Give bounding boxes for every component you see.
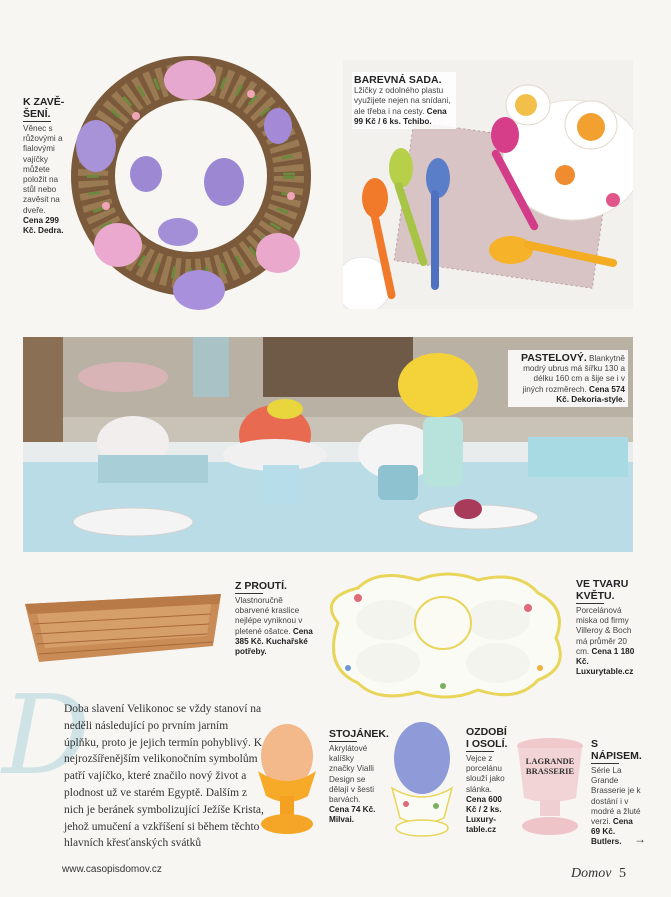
wreath-caption-store: Dedra. bbox=[38, 226, 64, 236]
salt-caption-title: OZDOBÍ I OSOLÍ. bbox=[466, 726, 508, 750]
basket-caption-text: Vlastnoručně obarvené kraslice nejlépe vyniknou v pletené ošatce. bbox=[235, 596, 303, 636]
wreath-caption-text: Věnec s růžovými a fialovými vajíčky můžete položit na stůl nebo zavěsit na dveře. bbox=[23, 124, 63, 215]
basket-caption bbox=[235, 580, 315, 657]
footer-magazine bbox=[571, 866, 626, 882]
stand-caption bbox=[329, 728, 389, 826]
spoons-caption bbox=[352, 72, 456, 129]
flower-dish-photo bbox=[318, 568, 570, 703]
stand-caption-text: Akrylátové kalíšky značky Vialli Design se dělají v šesti barvách. bbox=[329, 744, 375, 805]
label-caption-store: Butlers. bbox=[591, 837, 622, 847]
table-caption-text: Blankytně modrý ubrus má šířku 130 a délku 160 cm a šije se i v jiných rozměrech. bbox=[522, 354, 625, 394]
spoons-caption-store: Tchibo. bbox=[403, 116, 432, 126]
caption-rule bbox=[576, 603, 604, 604]
brasserie-cup-label: LAGRANDE BRASSERIE bbox=[525, 756, 575, 776]
label-caption-price: Cena 69 Kč. bbox=[591, 817, 633, 837]
wreath-caption-title: K ZAVĚ-ŠENÍ. bbox=[23, 96, 65, 120]
stand-caption-price: Cena 74 Kč. bbox=[329, 805, 376, 815]
basket-photo bbox=[23, 574, 223, 674]
salt-caption-price: Cena 600 Kč / 2 ks. bbox=[466, 794, 502, 815]
wreath-caption-price: Cena 299 Kč. bbox=[23, 215, 59, 236]
flower-caption-text: Porcelánová miska od firmy Villeroy & Boch má průměr 20 cm. bbox=[576, 606, 632, 656]
spoons-caption-price: Cena 99 Kč / 6 ks. bbox=[354, 106, 447, 126]
egg-stand-photo bbox=[248, 716, 326, 846]
drop-cap: D bbox=[2, 671, 91, 799]
salt-caption-store: Luxury-table.cz bbox=[466, 815, 497, 835]
flower-caption-price: Cena 1 180 Kč. bbox=[576, 646, 635, 667]
caption-rule bbox=[23, 121, 51, 122]
article-paragraph: Doba slavení Velikonoc se vždy stanoví na neděli následující po prvním jarním úplňku, proto je jejich termín pohyblivý. K nejrozšířenějším velikonočním symbolům patří vajíčko, které značilo nový život a plodnost už ve starém Egyptě. Dalším z nich je beránek symbolizující Ježíše Krista, jehož umučení a vzkříšení si během těchto hlavních křesťanských svátků bbox=[64, 703, 264, 850]
article-body bbox=[64, 701, 264, 852]
stand-caption-store: Milvai. bbox=[329, 815, 355, 825]
label-caption-text: Série La Grande Brasserie je k dostání i v modré a žluté verzi. bbox=[591, 766, 641, 827]
flower-caption bbox=[576, 578, 636, 677]
page-number: 5 bbox=[618, 866, 626, 881]
salt-caption bbox=[466, 726, 512, 836]
flower-caption-title: VE TVARU KVĚTU. bbox=[576, 578, 629, 602]
spoons-caption-title: BAREVNÁ SADA. bbox=[354, 74, 442, 86]
egg-salt-shaker-photo bbox=[382, 716, 462, 846]
basket-caption-price: Cena 385 Kč. bbox=[235, 626, 313, 646]
table-caption-price: Cena 574 Kč. bbox=[556, 384, 625, 404]
next-page-arrow-icon: → bbox=[634, 832, 646, 846]
basket-caption-store: Kuchařské potřeby. bbox=[235, 636, 308, 657]
flower-caption-store: Luxurytable.cz bbox=[576, 667, 634, 677]
caption-rule bbox=[329, 741, 357, 742]
basket-caption-title: Z PROUTÍ. bbox=[235, 580, 287, 592]
caption-rule bbox=[591, 763, 619, 764]
label-caption-title: S NÁPISEM. bbox=[591, 738, 642, 762]
caption-rule bbox=[235, 593, 263, 594]
stand-caption-title: STOJÁNEK. bbox=[329, 728, 389, 740]
table-caption-store: Dekoria-style. bbox=[571, 394, 625, 404]
spoons-caption-text: Lžičky z odolného plastu využijete nejen na snídani, ale třeba i na cesty. bbox=[354, 86, 451, 116]
footer-website: www.casopisdomov.cz bbox=[62, 864, 162, 875]
table-caption-title: PASTELOVÝ. bbox=[521, 352, 587, 364]
magazine-name: Domov bbox=[571, 866, 612, 881]
wreath-photo bbox=[66, 46, 316, 316]
brasserie-cup-photo bbox=[512, 734, 588, 844]
table-caption bbox=[508, 350, 628, 407]
wreath-caption bbox=[23, 96, 65, 236]
caption-rule bbox=[466, 751, 494, 752]
salt-caption-text: Vejce z porcelánu slouží jako slánka. bbox=[466, 754, 505, 794]
